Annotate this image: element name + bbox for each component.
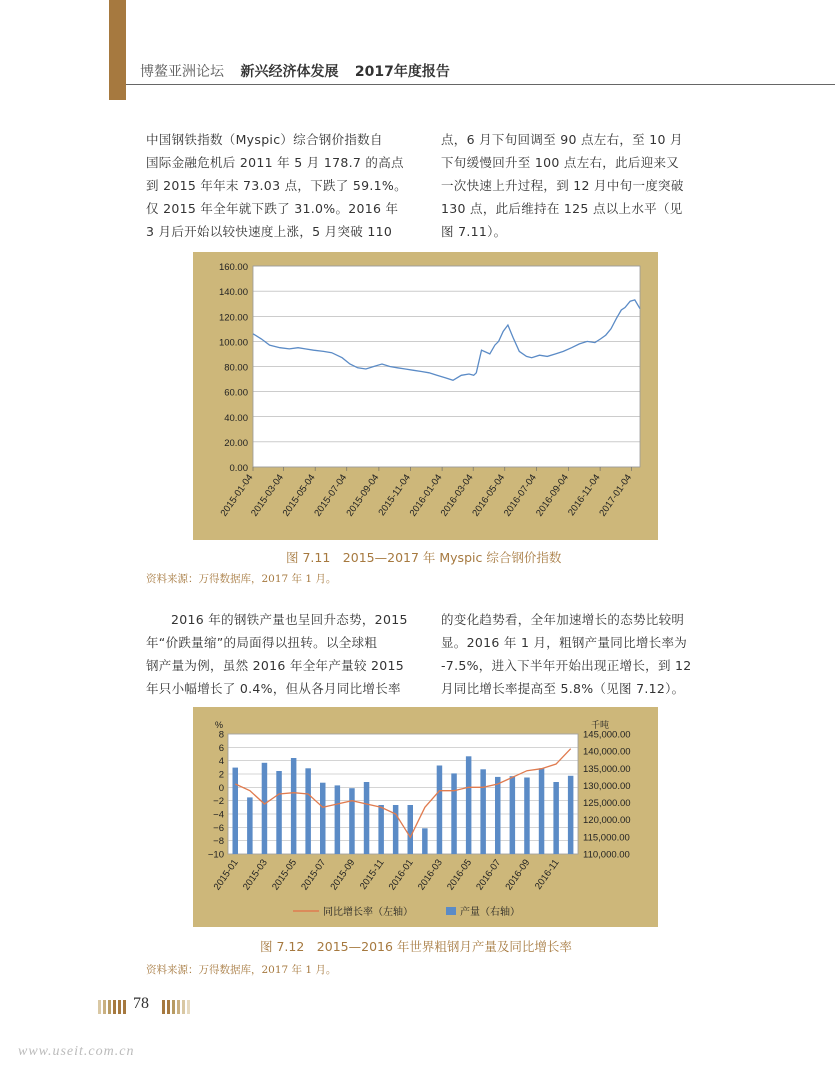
legend-bar-swatch xyxy=(446,907,456,915)
x-tick-label: 2015-05-04 xyxy=(280,472,318,519)
left-axis-unit: % xyxy=(215,720,224,730)
footer-stripes-right xyxy=(162,1000,194,1014)
output-bar xyxy=(422,828,428,854)
x-tick-label: 2015-03-04 xyxy=(249,472,287,519)
header-rule xyxy=(126,84,835,85)
left-tick-label: 8 xyxy=(218,729,224,741)
x-tick-label: 2015-11 xyxy=(357,857,387,892)
output-bar xyxy=(408,805,414,854)
y-tick-label: 60.00 xyxy=(224,387,248,399)
right-tick-label: 140,000.00 xyxy=(583,746,631,758)
output-bar xyxy=(349,788,355,854)
header-forum: 博鳌亚洲论坛 xyxy=(140,64,224,80)
page-number: 78 xyxy=(133,995,149,1012)
output-bar xyxy=(451,773,457,854)
legend-output-label: 产量（右轴） xyxy=(460,907,520,918)
figure-7-11-source: 资料来源：万得数据库，2017 年 1 月。 xyxy=(146,573,337,585)
output-bar xyxy=(233,768,239,854)
paragraph-2-right xyxy=(441,608,721,700)
x-tick-label: 2016-03-04 xyxy=(438,472,476,519)
left-tick-label: −6 xyxy=(213,822,224,834)
left-tick-label: −4 xyxy=(213,809,224,821)
output-bar xyxy=(335,785,341,854)
header-series: 新兴经济体发展 xyxy=(240,64,339,80)
legend xyxy=(293,905,520,918)
text-line: 图 7.11）。 xyxy=(441,224,507,239)
y-tick-label: 20.00 xyxy=(224,437,248,449)
output-bar xyxy=(437,766,443,855)
figure-7-12-source: 资料来源：万得数据库，2017 年 1 月。 xyxy=(146,964,337,976)
paragraph-1-left xyxy=(146,128,416,243)
text-line: 年只小幅增长了 0.4%，但从各月同比增长率 xyxy=(146,681,401,696)
x-tick-label: 2015-01-04 xyxy=(218,472,256,519)
text-line: 2016 年的钢铁产量也呈回升态势，2015 xyxy=(171,612,408,627)
chart-7-12-frame xyxy=(193,707,658,927)
y-tick-label: 140.00 xyxy=(218,287,248,299)
text-line: 钢产量为例，虽然 2016 年全年产量较 2015 xyxy=(146,658,405,673)
left-tick-label: −2 xyxy=(213,796,224,808)
x-tick-label: 2016-01 xyxy=(386,857,416,893)
text-line: -7.5%，进入下半年开始出现正增长，到 12 xyxy=(441,658,692,673)
legend-growth-label: 同比增长率（左轴） xyxy=(323,907,413,918)
right-tick-label: 120,000.00 xyxy=(583,815,631,827)
x-tick-label: 2015-07 xyxy=(299,857,329,893)
right-tick-label: 145,000.00 xyxy=(583,729,631,741)
chart-7-12 xyxy=(193,707,658,927)
text-line: 下旬缓慢回升至 100 点左右，此后迎来又 xyxy=(441,155,680,170)
x-tick-label: 2015-09-04 xyxy=(344,472,382,519)
text-line: 国际金融危机后 2011 年 5 月 178.7 的高点 xyxy=(146,155,404,170)
text-line: 3 月后开始以较快速度上涨，5 月突破 110 xyxy=(146,224,393,239)
output-bar xyxy=(524,778,530,855)
text-line: 到 2015 年年末 73.03 点，下跌了 59.1%。 xyxy=(146,178,407,193)
header-report: 2017年度报告 xyxy=(354,64,450,80)
y-tick-label: 120.00 xyxy=(218,312,248,324)
x-tick-label: 2015-09 xyxy=(328,857,358,893)
watermark: www.useit.com.cn xyxy=(18,1044,135,1059)
y-tick-label: 0.00 xyxy=(229,463,248,474)
output-bar xyxy=(262,763,268,854)
x-tick-label: 2016-11-04 xyxy=(566,472,603,518)
text-line: 一次快速上升过程，到 12 月中旬一度突破 xyxy=(441,178,684,193)
text-line: 显。2016 年 1 月，粗钢产量同比增长率为 xyxy=(441,635,688,650)
x-tick-label: 2016-07-04 xyxy=(501,472,539,519)
y-tick-label: 40.00 xyxy=(224,412,248,424)
output-bar xyxy=(553,782,559,854)
x-tick-label: 2016-05-04 xyxy=(470,472,508,519)
right-tick-label: 110,000.00 xyxy=(583,849,630,861)
output-bar xyxy=(276,771,282,854)
left-tick-label: 2 xyxy=(218,769,224,781)
output-bar xyxy=(364,782,370,854)
x-tick-label: 2016-03 xyxy=(415,857,445,893)
figure-7-12-caption: 图 7.12 2015—2016 年世界粗钢月产量及同比增长率 xyxy=(260,939,572,954)
left-tick-label: 6 xyxy=(218,742,224,754)
text-line: 月同比增长率提高至 5.8%（见图 7.12）。 xyxy=(441,681,685,696)
x-tick-label: 2016-09-04 xyxy=(534,472,571,519)
text-line: 年“价跌量缩”的局面得以扭转。以全球粗 xyxy=(146,635,378,650)
output-bar xyxy=(568,776,574,854)
footer-stripes-left xyxy=(98,1000,130,1014)
output-bar xyxy=(378,805,384,854)
text-line: 点，6 月下旬回调至 90 点左右，至 10 月 xyxy=(441,132,683,147)
right-axis-unit: 千吨 xyxy=(591,720,610,730)
x-tick-label: 2016-11 xyxy=(532,857,562,892)
y-tick-label: 100.00 xyxy=(218,337,248,349)
output-bar xyxy=(510,776,515,854)
right-tick-label: 125,000.00 xyxy=(583,798,631,810)
paragraph-2-left xyxy=(146,608,421,700)
figure-7-11-caption: 图 7.11 2015—2017 年 Myspic 综合钢价指数 xyxy=(286,550,562,565)
text-line: 中国钢铁指数（Myspic）综合钢价指数自 xyxy=(146,132,383,147)
right-tick-label: 130,000.00 xyxy=(583,780,631,792)
x-tick-label: 2016-05 xyxy=(445,857,475,893)
output-bar xyxy=(495,777,501,854)
x-tick-label: 2015-07-04 xyxy=(312,472,350,519)
y-tick-label: 160.00 xyxy=(218,262,248,273)
chart-7-11 xyxy=(193,252,658,540)
y-tick-label: 80.00 xyxy=(224,362,248,374)
left-tick-label: −8 xyxy=(213,836,224,848)
chart-7-11-frame xyxy=(193,252,658,540)
x-tick-label: 2015-01 xyxy=(211,857,241,893)
text-line: 仅 2015 年全年就下跌了 31.0%。2016 年 xyxy=(146,201,399,216)
x-tick-label: 2015-03 xyxy=(240,857,270,893)
output-bar xyxy=(305,768,311,854)
x-tick-label: 2015-05 xyxy=(270,857,300,893)
x-tick-label: 2016-09 xyxy=(503,857,533,893)
x-tick-label: 2017-01-04 xyxy=(597,472,635,519)
x-tick-label: 2016-01-04 xyxy=(407,472,445,519)
output-bar xyxy=(539,768,545,854)
header-accent-bar xyxy=(109,0,126,100)
output-bar xyxy=(466,756,472,854)
right-tick-label: 135,000.00 xyxy=(583,763,631,775)
text-line: 的变化趋势看，全年加速增长的态势比较明 xyxy=(441,612,685,627)
left-tick-label: 4 xyxy=(218,756,224,768)
left-tick-label: 0 xyxy=(218,782,224,794)
output-bar xyxy=(291,758,297,854)
x-tick-label: 2016-07 xyxy=(474,857,504,893)
output-bar xyxy=(480,769,486,854)
output-bar xyxy=(247,797,253,854)
running-header xyxy=(140,61,462,81)
output-bar xyxy=(320,783,326,854)
left-tick-label: −10 xyxy=(207,849,224,861)
right-tick-label: 115,000.00 xyxy=(583,832,630,844)
paragraph-1-right xyxy=(441,128,716,243)
text-line: 130 点，此后维持在 125 点以上水平（见 xyxy=(441,201,683,216)
x-tick-label: 2015-11-04 xyxy=(376,472,413,518)
output-bar xyxy=(393,805,399,854)
